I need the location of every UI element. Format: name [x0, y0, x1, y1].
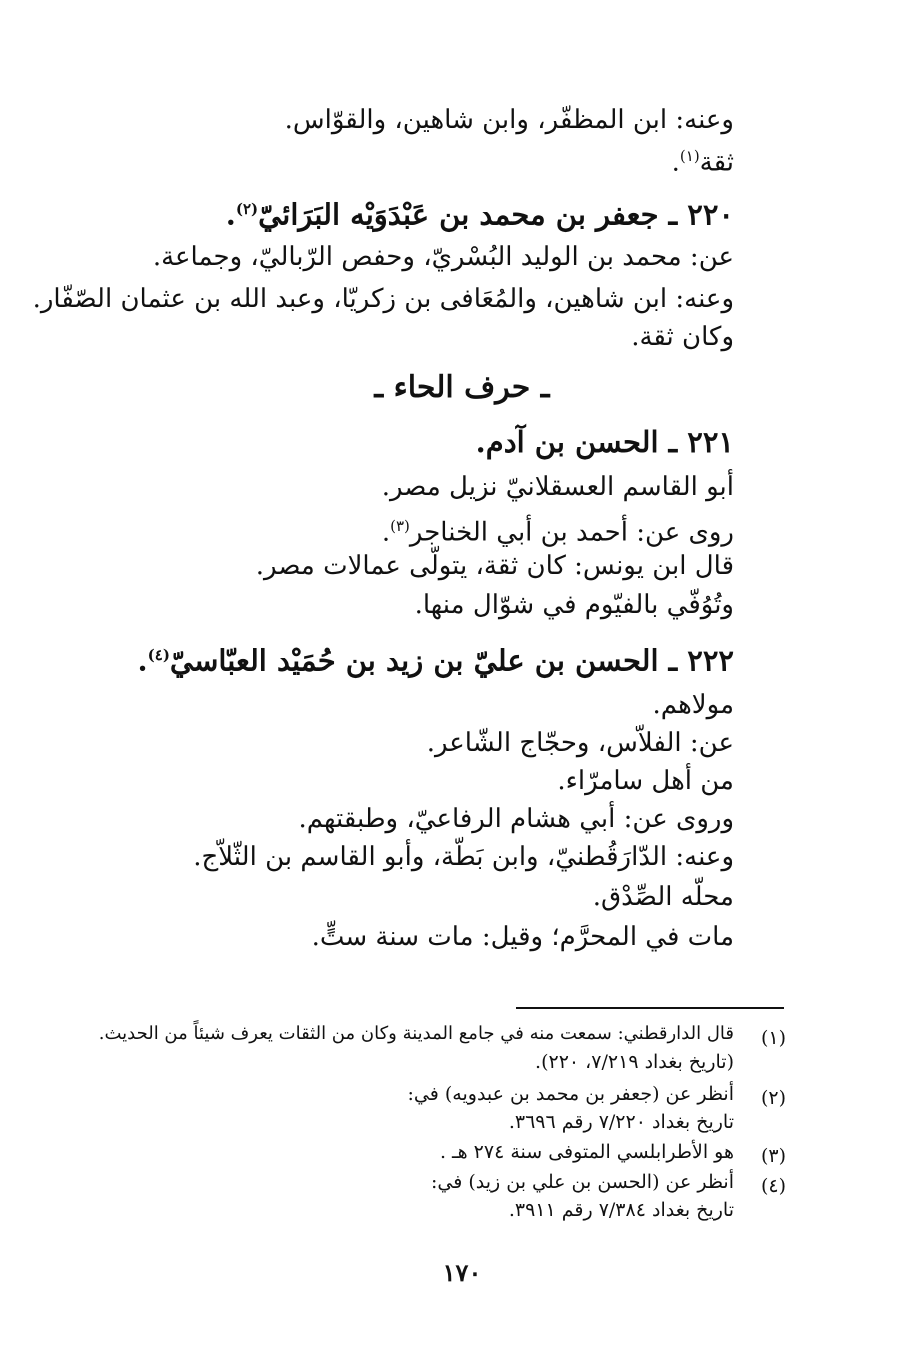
- text-line: وتُوُفّي بالفيّوم في شوّال منها.: [414, 590, 734, 620]
- text-line: وعنه: ابن شاهين، والمُعَافى بن زكريّا، وعبد الله بن عثمان الصّفّار.: [32, 284, 734, 314]
- text-line: أبو القاسم العسقلانيّ نزيل مصر.: [381, 472, 734, 502]
- footnote-number: (٣): [760, 1145, 786, 1167]
- footnote-number: (١): [760, 1027, 786, 1049]
- footnote-text: قال الدارقطني: سمعت منه في جامع المدينة وكان من الثقات يعرف شيئاً من الحديث.: [98, 1023, 734, 1044]
- text-line: وروى عن: أبي هشام الرفاعيّ، وطبقتهم.: [298, 804, 734, 834]
- line-end: .: [381, 517, 391, 548]
- text-line: عن: الفلاّس، وحجّاج الشّاعر.: [426, 728, 734, 758]
- text-line: وكان ثقة.: [631, 322, 734, 352]
- footnote-number: (٤): [760, 1175, 786, 1197]
- line-end: .: [671, 147, 680, 178]
- footnote-text: أنظر عن (الحسن بن علي بن زيد) في:: [430, 1171, 734, 1193]
- line-end: .: [225, 197, 236, 232]
- text-line: من أهل سامرّاء.: [557, 766, 734, 796]
- text-line: محلّه الصِّدْق.: [592, 882, 734, 912]
- text-line: عن: محمد بن الوليد البُسْريّ، وحفص الرّباليّ، وجماعة.: [152, 242, 734, 272]
- line-text: ثقة: [699, 147, 734, 178]
- heading-text: ٢٢٢ ـ الحسن بن عليّ بن زيد بن حُمَيْد العبّاسيّ: [169, 643, 734, 678]
- text-line: قال ابن يونس: كان ثقة، يتولّى عمالات مصر.: [255, 551, 734, 581]
- footnote-text: أنظر عن (جعفر بن محمد بن عبدويه) في:: [407, 1083, 734, 1105]
- entry-heading: ٢٢١ ـ الحسن بن آدم.: [475, 425, 734, 459]
- footnote-text: تاريخ بغداد ٧/٢٢٠ رقم ٣٦٩٦.: [508, 1111, 734, 1133]
- text-line: وعنه: ابن المظفّر، وابن شاهين، والقوّاس.: [284, 105, 734, 135]
- text-line: مولاهم.: [652, 690, 734, 720]
- footnote-marker: (١): [679, 147, 700, 165]
- footnote-divider: [516, 1007, 784, 1009]
- footnote-text: تاريخ بغداد ٧/٣٨٤ رقم ٣٩١١.: [508, 1199, 734, 1221]
- footnote-text: (تاريخ بغداد ٧/٢١٩، ٢٢٠).: [535, 1051, 734, 1073]
- section-title: ـ حرف الحاء ـ: [374, 370, 550, 405]
- footnote-marker: (٤): [147, 646, 170, 664]
- footnote-marker: (٣): [390, 517, 410, 535]
- entry-heading: [138, 638, 734, 678]
- footnote-number: (٢): [760, 1087, 786, 1109]
- footnote-marker: (٢): [235, 200, 259, 218]
- entry-heading: [226, 192, 734, 232]
- line-text: روى عن: أحمد بن أبي الخناجر: [409, 517, 734, 548]
- text-line: [382, 509, 734, 550]
- page-number: ١٧٠: [442, 1258, 482, 1287]
- text-line: مات في المحرَّم؛ وقيل: مات سنة ستٍّ.: [311, 922, 734, 952]
- footnote-text: هو الأطرابلسي المتوفى سنة ٢٧٤ هـ .: [439, 1141, 734, 1163]
- heading-text: ٢٢٠ ـ جعفر بن محمد بن عَبْدَوَيْه البَرَائيّ: [258, 197, 734, 232]
- text-line: وعنه: الدّارَقُطنيّ، وابن بَطّة، وأبو القاسم بن الثّلاّج.: [193, 842, 734, 872]
- text-line: [672, 139, 734, 180]
- line-end: .: [137, 643, 148, 678]
